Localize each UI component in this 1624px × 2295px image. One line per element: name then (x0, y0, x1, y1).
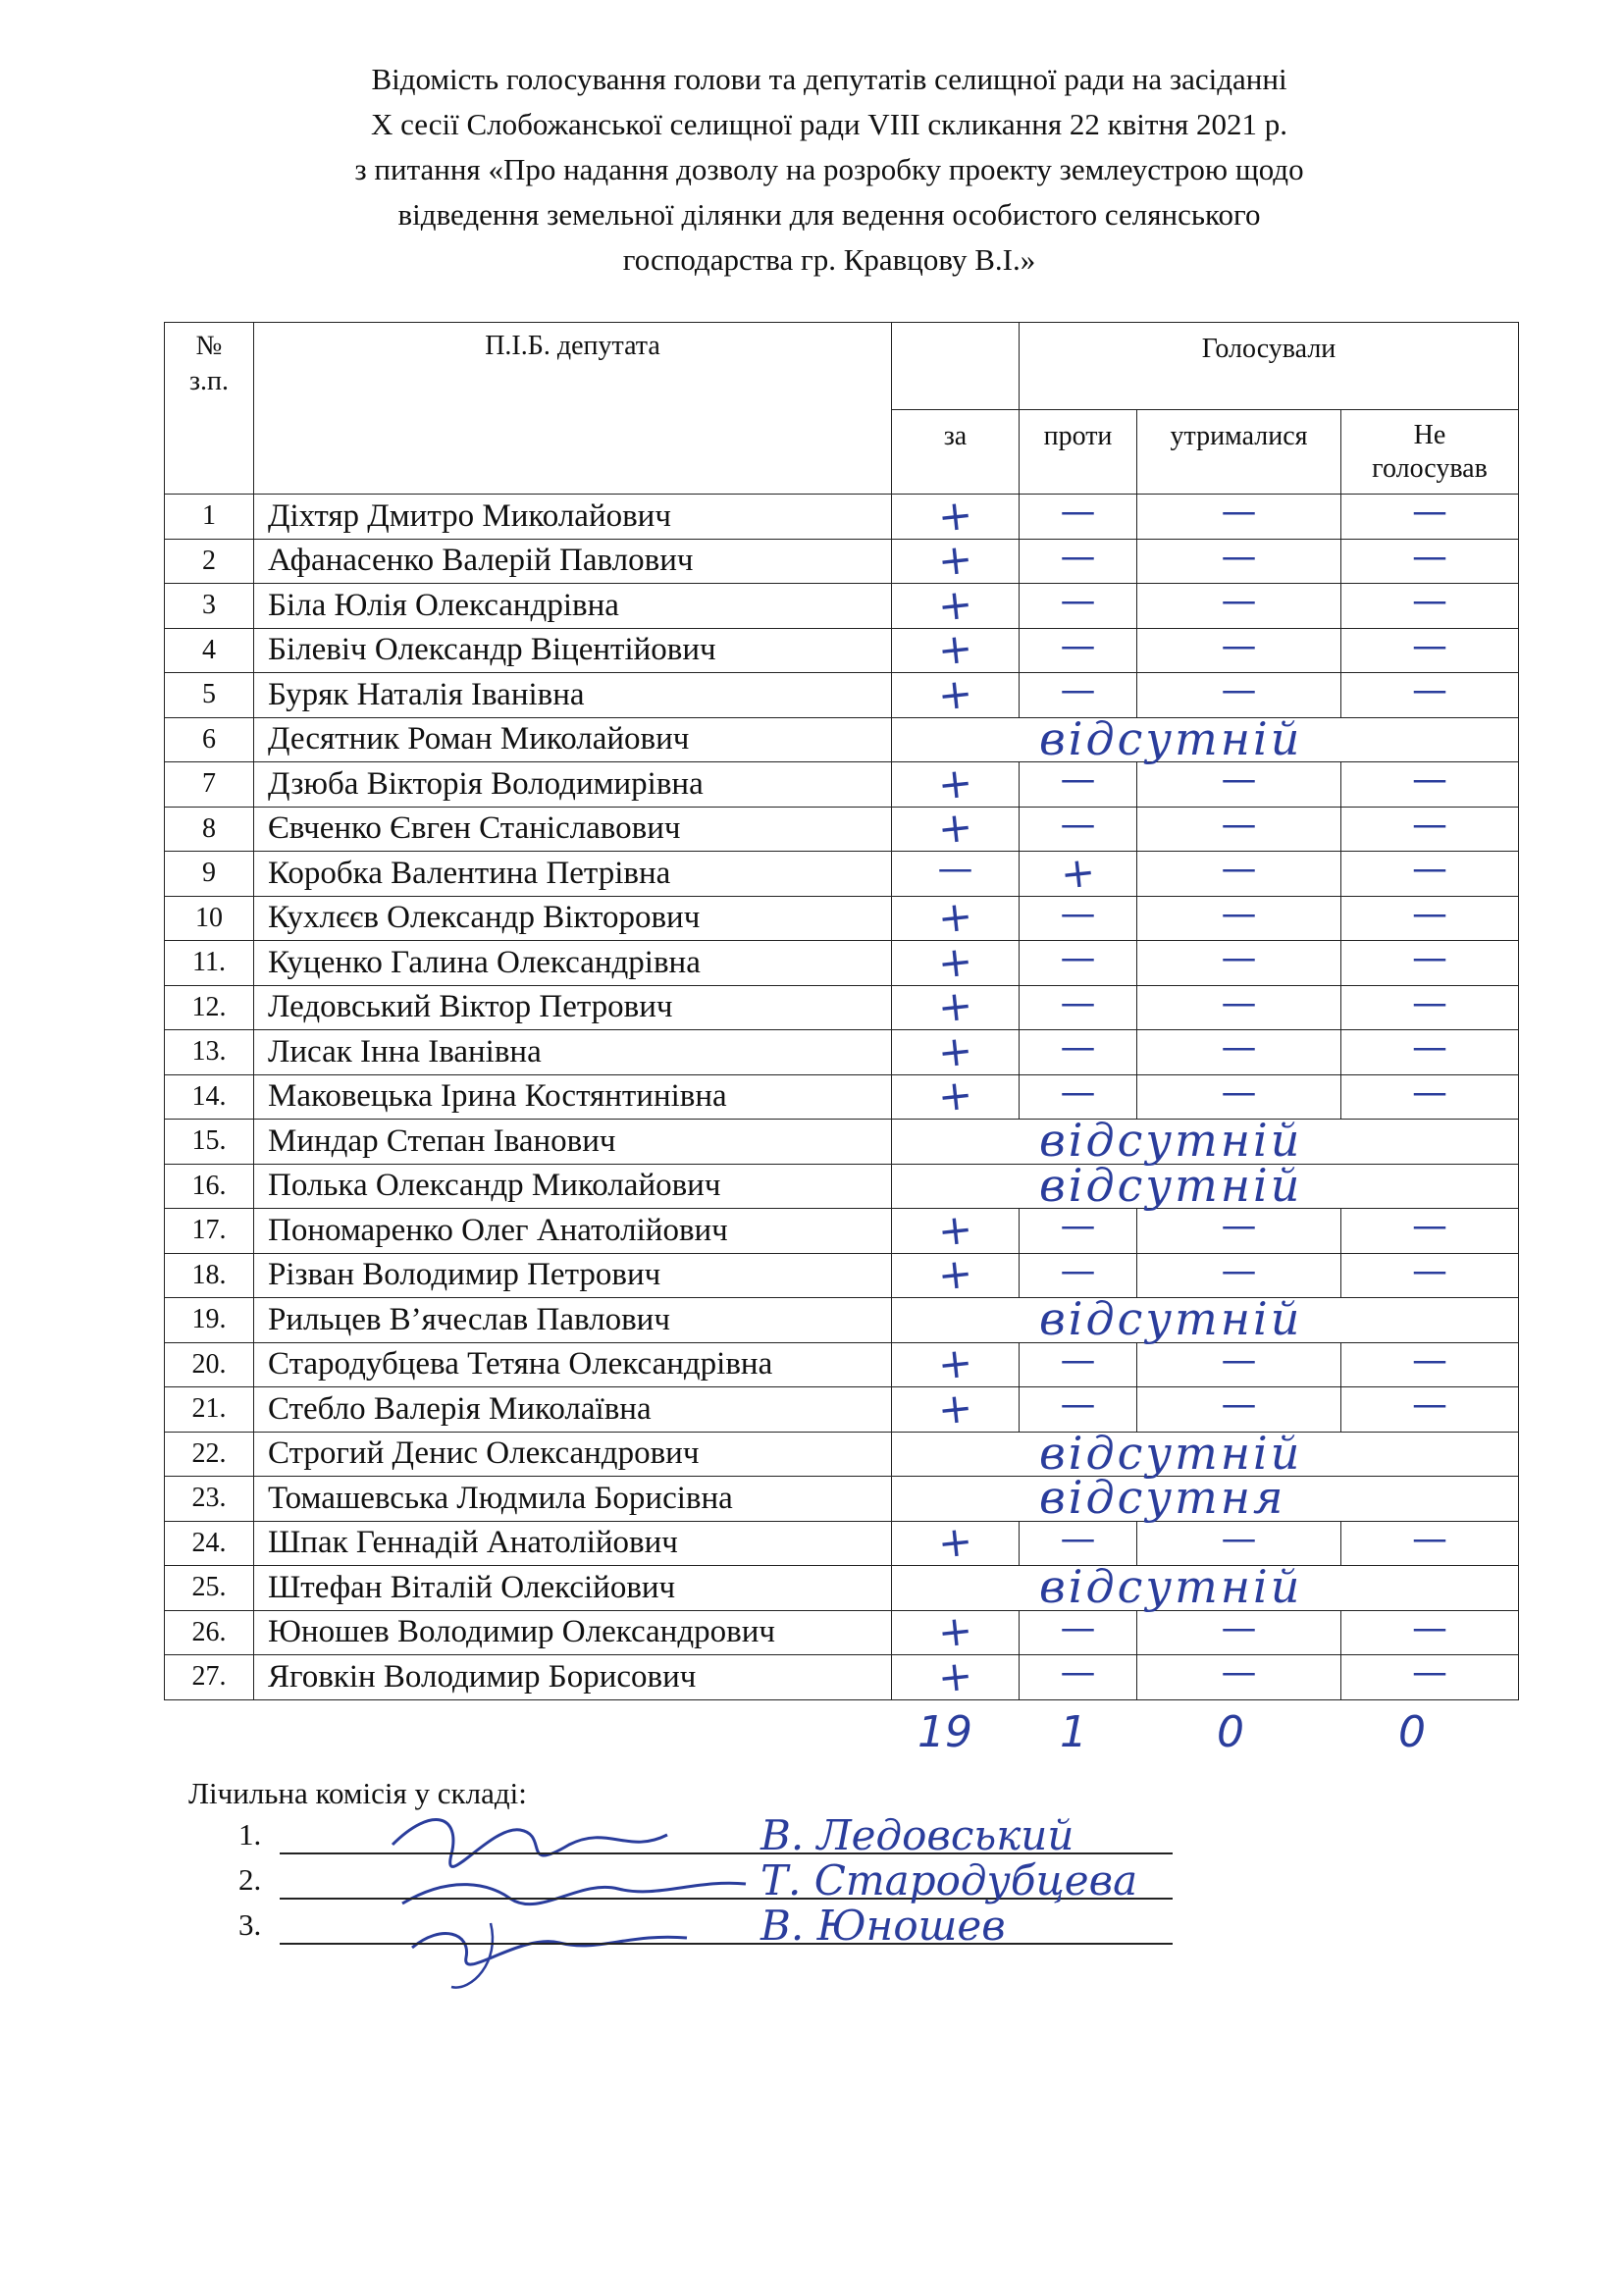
table-body (165, 490, 1519, 1702)
absent-mark: відсутня (1039, 1471, 1286, 1524)
vote-ne (1341, 849, 1519, 897)
absent-cell (892, 1158, 1519, 1212)
table-row (165, 985, 1519, 1030)
vote-proty (1020, 536, 1137, 584)
plus-mark: + (935, 980, 975, 1032)
deputy-name: Білевіч Олександр Віцентійович (254, 628, 892, 673)
plus-mark: + (935, 1204, 975, 1256)
dash-mark: — (1412, 1518, 1447, 1559)
vote-ne (1341, 1250, 1519, 1298)
vote-za (892, 490, 1020, 542)
row-number: 24. (165, 1521, 254, 1566)
dash-mark: — (1221, 1027, 1257, 1069)
row-number: 20. (165, 1342, 254, 1387)
dash-mark: — (1412, 536, 1447, 577)
dash-mark: — (1060, 492, 1096, 533)
vote-ne (1341, 759, 1519, 808)
vote-ne (1341, 581, 1519, 629)
vote-za (892, 980, 1020, 1032)
dash-mark: — (1060, 893, 1096, 934)
deputy-name: Яговкін Володимир Борисович (254, 1655, 892, 1700)
vote-proty (1020, 492, 1137, 540)
vote-ne (1341, 938, 1519, 986)
vote-utr (1137, 804, 1341, 852)
vote-ne (1341, 804, 1519, 852)
row-number: 16. (165, 1164, 254, 1209)
dash-mark: — (1221, 893, 1257, 934)
column-header-number: № з.п. (165, 323, 254, 495)
absent-cell (892, 1426, 1519, 1480)
row-number: 21. (165, 1387, 254, 1433)
row-number: 8 (165, 807, 254, 852)
vote-za (892, 1605, 1020, 1657)
dash-mark: — (1060, 1607, 1096, 1648)
dash-mark: — (1412, 804, 1447, 845)
deputy-name: Штефан Віталій Олексійович (254, 1566, 892, 1611)
dash-mark: — (1412, 1384, 1447, 1426)
row-number: 27. (165, 1655, 254, 1700)
dash-mark: — (1221, 849, 1257, 890)
table-row (165, 762, 1519, 808)
dash-mark: — (1412, 1339, 1447, 1381)
vote-proty (1020, 581, 1137, 629)
dash-mark: — (1412, 982, 1447, 1023)
vote-proty (1020, 1518, 1137, 1566)
plus-mark: + (935, 1025, 975, 1077)
plus-mark: + (935, 1650, 975, 1702)
deputy-name: Лисак Інна Іванівна (254, 1030, 892, 1075)
table-row (165, 1120, 1519, 1165)
plus-mark: + (935, 1516, 975, 1568)
plus-mark: + (935, 534, 975, 586)
dash-mark: — (1060, 1384, 1096, 1426)
row-number: 13. (165, 1030, 254, 1075)
vote-utr (1137, 1652, 1341, 1700)
row-number: 6 (165, 717, 254, 762)
deputy-name: Ледовський Віктор Петрович (254, 985, 892, 1030)
dash-mark: — (1060, 1518, 1096, 1559)
row-number: 12. (165, 985, 254, 1030)
signature-row-2: 2. Т. Стародубцева (231, 1862, 1173, 1907)
deputy-name: Куценко Галина Олександрівна (254, 941, 892, 986)
vote-utr (1137, 625, 1341, 673)
table-row (165, 1387, 1519, 1433)
header-line-1: Відомість голосування голови та депутатів селищної ради на засіданні (371, 62, 1287, 96)
header-line-5: господарства гр. Кравцову В.І.» (622, 242, 1036, 277)
vote-proty (1020, 1607, 1137, 1655)
table-row (165, 1655, 1519, 1700)
column-header-abstained: утрималися (1137, 410, 1341, 495)
vote-ne (1341, 893, 1519, 941)
vote-za (892, 1025, 1020, 1077)
vote-proty (1020, 1071, 1137, 1120)
vote-ne (1341, 1518, 1519, 1566)
signature-1: В. Ледовський (760, 1811, 1074, 1859)
table-row (165, 495, 1519, 540)
vote-utr (1137, 1384, 1341, 1433)
row-number: 2 (165, 539, 254, 584)
deputy-name: Пономаренко Олег Анатолійович (254, 1209, 892, 1254)
deputy-name: Дзюба Вікторія Володимирівна (254, 762, 892, 808)
table-row (165, 584, 1519, 629)
dash-mark: — (1221, 1206, 1257, 1247)
deputy-name: Томашевська Людмила Борисівна (254, 1477, 892, 1522)
dash-mark: — (1412, 1250, 1447, 1291)
deputy-name: Рильцев В’ячеслав Павлович (254, 1298, 892, 1343)
row-number: 7 (165, 762, 254, 808)
dash-mark: — (1412, 759, 1447, 801)
column-header-blank (892, 323, 1020, 410)
table-row (165, 1164, 1519, 1209)
absent-mark: відсутній (1039, 1426, 1303, 1480)
table-row (165, 1253, 1519, 1298)
dash-mark: — (1221, 1652, 1257, 1694)
vote-proty (1020, 847, 1137, 899)
deputy-name: Євченко Євген Станіславович (254, 807, 892, 852)
vote-za (892, 1069, 1020, 1121)
deputy-name: Коробка Валентина Петрівна (254, 852, 892, 897)
vote-utr (1137, 1250, 1341, 1298)
vote-proty (1020, 982, 1137, 1030)
row-number: 1 (165, 495, 254, 540)
header-line-2: Х сесії Слобожанської селищної ради VIIІ скликання 22 квітня 2021 р. (370, 107, 1288, 141)
vote-proty (1020, 893, 1137, 941)
vote-ne (1341, 1206, 1519, 1254)
row-number: 23. (165, 1477, 254, 1522)
vote-za (892, 1248, 1020, 1300)
vote-utr (1137, 1518, 1341, 1566)
vote-utr (1137, 1206, 1341, 1254)
signature-lines (231, 1811, 1173, 1953)
dash-mark: — (1221, 1339, 1257, 1381)
vote-za (892, 1650, 1020, 1702)
dash-mark: — (1221, 625, 1257, 666)
vote-ne (1341, 536, 1519, 584)
dash-mark: — (1060, 759, 1096, 801)
row-number: 5 (165, 673, 254, 718)
dash-mark: — (1060, 1652, 1096, 1694)
table-row (165, 1566, 1519, 1611)
vote-za (892, 668, 1020, 720)
plus-mark: + (935, 1069, 975, 1121)
vote-ne (1341, 1027, 1519, 1075)
vote-za (892, 623, 1020, 675)
dash-mark: — (1060, 536, 1096, 577)
table-row (165, 1432, 1519, 1477)
deputy-name: Буряк Наталія Іванівна (254, 673, 892, 718)
vote-ne (1341, 1384, 1519, 1433)
dash-mark: — (1060, 982, 1096, 1023)
vote-utr (1137, 849, 1341, 897)
dash-mark: — (1412, 938, 1447, 979)
table-row (165, 628, 1519, 673)
dash-mark: — (1412, 1652, 1447, 1694)
table-row (165, 1298, 1519, 1343)
vote-za (892, 891, 1020, 943)
row-number: 25. (165, 1566, 254, 1611)
table-row (165, 717, 1519, 762)
vote-ne (1341, 625, 1519, 673)
signature-row-3: 3. В. Юношев (231, 1907, 1173, 1953)
dash-mark: — (1412, 1071, 1447, 1113)
dash-mark: — (937, 849, 973, 890)
dash-mark: — (1060, 1071, 1096, 1113)
row-number: 19. (165, 1298, 254, 1343)
dash-mark: — (1412, 1206, 1447, 1247)
vote-utr (1137, 1027, 1341, 1075)
voting-table (164, 322, 1519, 1700)
vote-za (892, 1516, 1020, 1568)
vote-za (892, 1337, 1020, 1389)
row-number: 14. (165, 1074, 254, 1120)
total-for: 19 (917, 1707, 972, 1757)
vote-za (892, 849, 1020, 897)
vote-za (892, 1204, 1020, 1256)
absent-cell (892, 711, 1519, 765)
dash-mark: — (1412, 1607, 1447, 1648)
plus-mark: + (935, 579, 975, 631)
table-row (165, 1477, 1519, 1522)
table-row (165, 852, 1519, 897)
plus-mark: + (935, 623, 975, 675)
vote-za (892, 534, 1020, 586)
document-header (157, 57, 1501, 283)
table-row (165, 1030, 1519, 1075)
total-abstained: 0 (1217, 1707, 1244, 1757)
vote-utr (1137, 492, 1341, 540)
absent-cell (892, 1560, 1519, 1613)
plus-mark: + (935, 1382, 975, 1434)
vote-ne (1341, 1071, 1519, 1120)
deputy-name: Біла Юлія Олександрівна (254, 584, 892, 629)
vote-ne (1341, 982, 1519, 1030)
dash-mark: — (1412, 625, 1447, 666)
vote-utr (1137, 982, 1341, 1030)
plus-mark: + (935, 668, 975, 720)
row-number: 11. (165, 941, 254, 986)
deputy-name: Шпак Геннадій Анатолійович (254, 1521, 892, 1566)
deputy-name: Стебло Валерія Миколаївна (254, 1387, 892, 1433)
plus-mark: + (935, 490, 975, 542)
vote-utr (1137, 759, 1341, 808)
vote-proty (1020, 1339, 1137, 1387)
plus-mark: + (935, 1337, 975, 1389)
deputy-name: Афанасенко Валерій Павлович (254, 539, 892, 584)
deputy-name: Десятник Роман Миколайович (254, 717, 892, 762)
signature-3: В. Юношев (760, 1902, 1006, 1950)
deputy-name: Юношев Володимир Олександрович (254, 1610, 892, 1655)
deputy-name: Полька Олександр Миколайович (254, 1164, 892, 1209)
dash-mark: — (1412, 581, 1447, 622)
vote-ne (1341, 1607, 1519, 1655)
plus-mark: + (935, 891, 975, 943)
dash-mark: — (1221, 1071, 1257, 1113)
dash-mark: — (1060, 581, 1096, 622)
vote-proty (1020, 1206, 1137, 1254)
plus-mark: + (1058, 847, 1098, 899)
vote-utr (1137, 536, 1341, 584)
table-row (165, 1610, 1519, 1655)
dash-mark: — (1221, 1250, 1257, 1291)
header-line-3: з питання «Про надання дозволу на розробку проекту землеустрою щодо (354, 152, 1304, 186)
vote-za (892, 1382, 1020, 1434)
dash-mark: — (1412, 1027, 1447, 1069)
dash-mark: — (1221, 804, 1257, 845)
dash-mark: — (1060, 625, 1096, 666)
dash-mark: — (1221, 938, 1257, 979)
vote-proty (1020, 804, 1137, 852)
header-line-4: відведення земельної ділянки для ведення особистого селянського (397, 197, 1261, 232)
vote-za (892, 579, 1020, 631)
plus-mark: + (935, 936, 975, 988)
vote-proty (1020, 1384, 1137, 1433)
vote-za (892, 936, 1020, 988)
vote-proty (1020, 670, 1137, 718)
vote-utr (1137, 893, 1341, 941)
deputy-name: Стародубцева Тетяна Олександрівна (254, 1342, 892, 1387)
table-row (165, 1209, 1519, 1254)
table-row (165, 1074, 1519, 1120)
vote-za (892, 757, 1020, 809)
dash-mark: — (1060, 1027, 1096, 1069)
dash-mark: — (1221, 759, 1257, 801)
row-number: 22. (165, 1432, 254, 1477)
dash-mark: — (1221, 492, 1257, 533)
table-row (165, 896, 1519, 941)
dash-mark: — (1060, 670, 1096, 711)
dash-mark: — (1412, 893, 1447, 934)
vote-proty (1020, 1027, 1137, 1075)
vote-proty (1020, 625, 1137, 673)
vote-utr (1137, 670, 1341, 718)
dash-mark: — (1060, 1339, 1096, 1381)
row-number: 17. (165, 1209, 254, 1254)
dash-mark: — (1060, 1250, 1096, 1291)
dash-mark: — (1412, 492, 1447, 533)
dash-mark: — (1060, 804, 1096, 845)
plus-mark: + (935, 757, 975, 809)
total-not-voted: 0 (1398, 1707, 1426, 1757)
absent-cell (892, 1114, 1519, 1167)
table-row (165, 941, 1519, 986)
vote-proty (1020, 1652, 1137, 1700)
table-row (165, 1342, 1519, 1387)
dash-mark: — (1221, 1607, 1257, 1648)
column-header-for: за (892, 410, 1020, 495)
absent-mark: відсутній (1039, 1560, 1303, 1613)
counting-commission-label: Лічильна комісія у складі: (188, 1776, 527, 1810)
absent-cell (892, 1292, 1519, 1345)
deputy-name: Миндар Степан Іванович (254, 1120, 892, 1165)
table-row (165, 539, 1519, 584)
signature-row-1: 1. В. Ледовський (231, 1817, 1173, 1862)
dash-mark: — (1221, 1384, 1257, 1426)
vote-proty (1020, 938, 1137, 986)
total-against: 1 (1060, 1707, 1087, 1757)
plus-mark: + (935, 1248, 975, 1300)
dash-mark: — (1412, 849, 1447, 890)
row-number: 26. (165, 1610, 254, 1655)
deputy-name: Різван Володимир Петрович (254, 1253, 892, 1298)
vote-totals (0, 1707, 1624, 1766)
row-number: 10 (165, 896, 254, 941)
row-number: 9 (165, 852, 254, 897)
vote-ne (1341, 1339, 1519, 1387)
dash-mark: — (1221, 581, 1257, 622)
row-number: 4 (165, 628, 254, 673)
vote-proty (1020, 759, 1137, 808)
vote-proty (1020, 1250, 1137, 1298)
absent-mark: відсутній (1039, 1292, 1303, 1345)
row-number: 18. (165, 1253, 254, 1298)
column-header-name: П.І.Б. депутата (254, 323, 892, 495)
row-number: 3 (165, 584, 254, 629)
vote-utr (1137, 938, 1341, 986)
deputy-name: Строгий Денис Олександрович (254, 1432, 892, 1477)
dash-mark: — (1221, 670, 1257, 711)
vote-utr (1137, 581, 1341, 629)
column-header-against: проти (1020, 410, 1137, 495)
dash-mark: — (1221, 1518, 1257, 1559)
deputy-name: Кухлєєв Олександр Вікторович (254, 896, 892, 941)
vote-ne (1341, 670, 1519, 718)
dash-mark: — (1060, 938, 1096, 979)
absent-mark: відсутній (1039, 711, 1303, 765)
vote-ne (1341, 1652, 1519, 1700)
column-header-not-voted: Не голосував (1341, 410, 1519, 495)
table-row (165, 673, 1519, 718)
vote-utr (1137, 1071, 1341, 1120)
dash-mark: — (1060, 1206, 1096, 1247)
row-number: 15. (165, 1120, 254, 1165)
table-row (165, 807, 1519, 852)
deputy-name: Діхтяр Дмитро Миколайович (254, 495, 892, 540)
vote-ne (1341, 492, 1519, 540)
plus-mark: + (935, 802, 975, 854)
vote-utr (1137, 1339, 1341, 1387)
vote-utr (1137, 1607, 1341, 1655)
deputy-name: Маковецька Ірина Костянтинівна (254, 1074, 892, 1120)
dash-mark: — (1412, 670, 1447, 711)
dash-mark: — (1221, 982, 1257, 1023)
absent-cell (892, 1471, 1519, 1524)
table-row (165, 1521, 1519, 1566)
plus-mark: + (935, 1605, 975, 1657)
dash-mark: — (1221, 536, 1257, 577)
signature-2: Т. Стародубцева (760, 1856, 1138, 1904)
column-header-voted: Голосували (1020, 323, 1519, 410)
vote-za (892, 802, 1020, 854)
absent-mark: відсутній (1039, 1158, 1303, 1212)
absent-mark: відсутній (1039, 1114, 1303, 1167)
